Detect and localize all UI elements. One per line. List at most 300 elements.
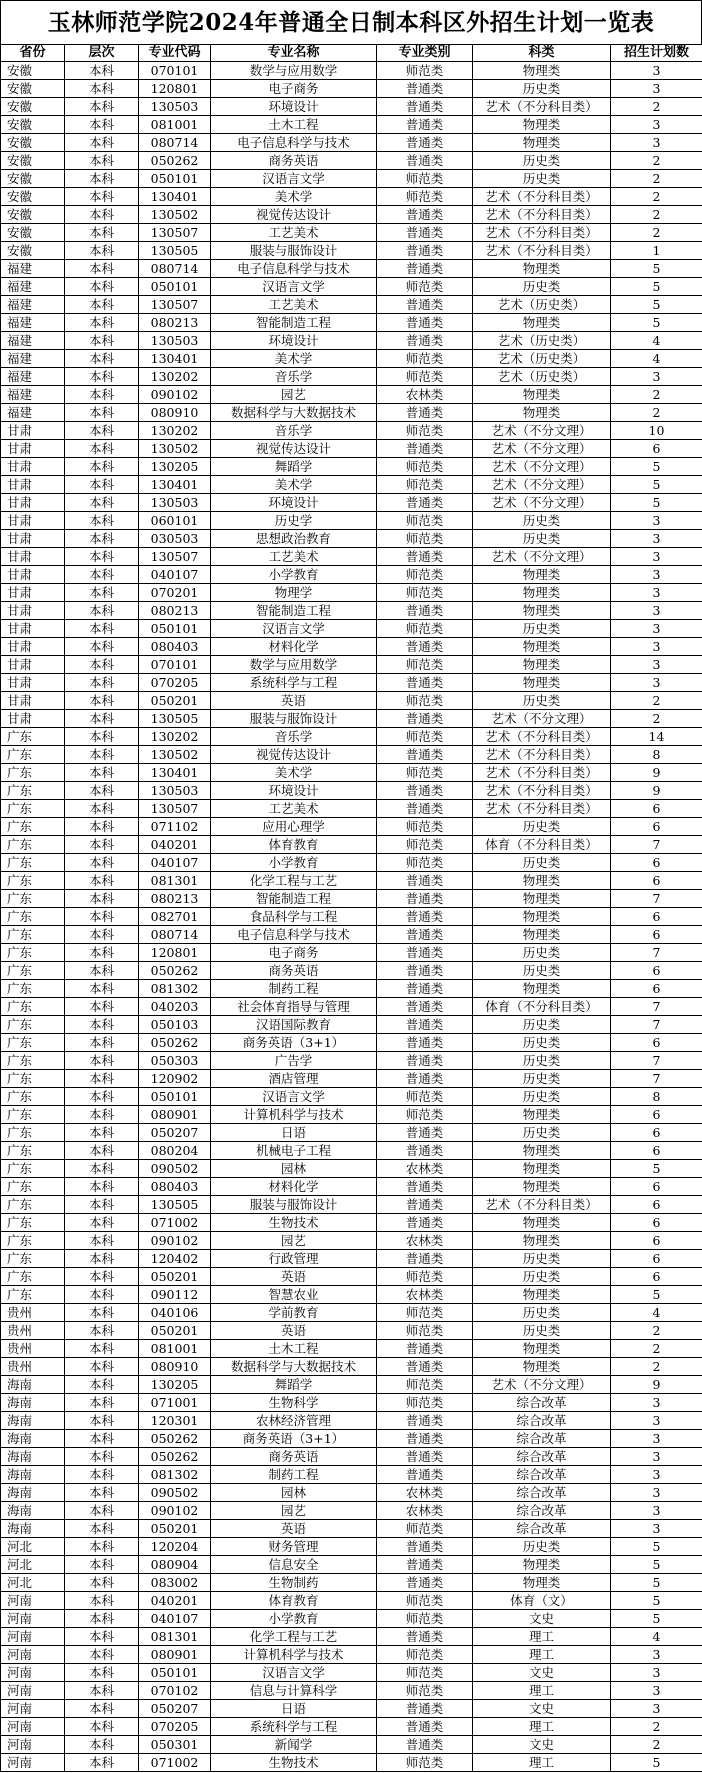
table-row [1, 1160, 702, 1178]
table-row [1, 80, 702, 98]
level-cell: 本科 [65, 422, 139, 440]
major-name-cell: 电子信息科学与技术 [211, 260, 377, 278]
subject-type-cell: 历史类 [473, 692, 611, 710]
major-code-cell: 130401 [139, 188, 211, 206]
subject-type-cell: 艺术（历史类） [473, 368, 611, 386]
major-name-cell: 电子商务 [211, 944, 377, 962]
major-category-cell: 师范类 [377, 368, 473, 386]
major-code-cell: 071002 [139, 1754, 211, 1772]
major-name-cell: 商务英语（3+1） [211, 1034, 377, 1052]
table-row [1, 1106, 702, 1124]
major-category-cell: 普通类 [377, 944, 473, 962]
table-row [1, 746, 702, 764]
major-name-cell: 汉语言文学 [211, 278, 377, 296]
major-name-cell: 视觉传达设计 [211, 440, 377, 458]
major-category-cell: 普通类 [377, 1430, 473, 1448]
province-cell: 广东 [1, 800, 65, 818]
plan-count-cell: 2 [611, 386, 702, 404]
major-category-cell: 普通类 [377, 926, 473, 944]
major-code-cell: 050201 [139, 1520, 211, 1538]
major-name-cell: 工艺美术 [211, 548, 377, 566]
province-cell: 广东 [1, 782, 65, 800]
major-name-cell: 商务英语 [211, 962, 377, 980]
major-code-cell: 040203 [139, 998, 211, 1016]
major-code-cell: 071102 [139, 818, 211, 836]
province-cell: 河南 [1, 1646, 65, 1664]
level-cell: 本科 [65, 980, 139, 998]
major-code-cell: 081302 [139, 1466, 211, 1484]
province-cell: 贵州 [1, 1304, 65, 1322]
subject-type-cell: 历史类 [473, 1052, 611, 1070]
plan-count-cell: 2 [611, 404, 702, 422]
major-name-cell: 电子信息科学与技术 [211, 926, 377, 944]
major-code-cell: 050101 [139, 170, 211, 188]
plan-count-cell: 7 [611, 836, 702, 854]
province-cell: 福建 [1, 296, 65, 314]
plan-count-cell: 3 [611, 80, 702, 98]
major-category-cell: 师范类 [377, 584, 473, 602]
major-category-cell: 师范类 [377, 1376, 473, 1394]
major-code-cell: 082701 [139, 908, 211, 926]
major-code-cell: 090502 [139, 1484, 211, 1502]
major-name-cell: 材料化学 [211, 1178, 377, 1196]
subject-type-cell: 物理类 [473, 1160, 611, 1178]
header-row [1, 45, 702, 62]
subject-type-cell: 艺术（不分文理） [473, 494, 611, 512]
plan-count-cell: 3 [611, 638, 702, 656]
table-row [1, 692, 702, 710]
level-cell: 本科 [65, 584, 139, 602]
province-cell: 甘肃 [1, 710, 65, 728]
major-category-cell: 师范类 [377, 278, 473, 296]
major-category-cell: 普通类 [377, 224, 473, 242]
level-cell: 本科 [65, 116, 139, 134]
level-cell: 本科 [65, 1736, 139, 1754]
province-cell: 广东 [1, 1070, 65, 1088]
province-cell: 广东 [1, 1088, 65, 1106]
major-code-cell: 071001 [139, 1394, 211, 1412]
major-category-cell: 普通类 [377, 1124, 473, 1142]
subject-type-cell: 历史类 [473, 944, 611, 962]
subject-type-cell: 物理类 [473, 1556, 611, 1574]
plan-count-cell: 2 [611, 170, 702, 188]
plan-count-cell: 4 [611, 332, 702, 350]
table-row [1, 908, 702, 926]
subject-type-cell: 历史类 [473, 620, 611, 638]
level-cell: 本科 [65, 224, 139, 242]
major-category-cell: 师范类 [377, 422, 473, 440]
table-row [1, 1196, 702, 1214]
province-cell: 甘肃 [1, 584, 65, 602]
table-row [1, 1466, 702, 1484]
major-code-cell: 050101 [139, 1088, 211, 1106]
province-cell: 海南 [1, 1484, 65, 1502]
subject-type-cell: 艺术（不分科目类） [473, 98, 611, 116]
table-row [1, 674, 702, 692]
province-cell: 河南 [1, 1736, 65, 1754]
major-name-cell: 商务英语 [211, 1448, 377, 1466]
major-name-cell: 汉语言文学 [211, 1664, 377, 1682]
table-row [1, 350, 702, 368]
major-name-cell: 数学与应用数学 [211, 656, 377, 674]
major-code-cell: 040107 [139, 854, 211, 872]
major-name-cell: 智慧农业 [211, 1286, 377, 1304]
province-cell: 广东 [1, 1268, 65, 1286]
plan-count-cell: 3 [611, 1502, 702, 1520]
major-name-cell: 小学教育 [211, 854, 377, 872]
table-row [1, 1754, 702, 1772]
major-category-cell: 普通类 [377, 1700, 473, 1718]
major-category-cell: 普通类 [377, 548, 473, 566]
subject-type-cell: 物理类 [473, 1232, 611, 1250]
major-code-cell: 130503 [139, 782, 211, 800]
table-row [1, 62, 702, 80]
major-category-cell: 师范类 [377, 1088, 473, 1106]
major-code-cell: 040107 [139, 1610, 211, 1628]
province-cell: 甘肃 [1, 602, 65, 620]
major-category-cell: 师范类 [377, 818, 473, 836]
major-name-cell: 音乐学 [211, 422, 377, 440]
level-cell: 本科 [65, 188, 139, 206]
subject-type-cell: 物理类 [473, 1286, 611, 1304]
header-subject-type: 科类 [473, 45, 611, 62]
level-cell: 本科 [65, 476, 139, 494]
major-category-cell: 普通类 [377, 1340, 473, 1358]
major-code-cell: 130507 [139, 296, 211, 314]
subject-type-cell: 物理类 [473, 404, 611, 422]
level-cell: 本科 [65, 1160, 139, 1178]
level-cell: 本科 [65, 170, 139, 188]
level-cell: 本科 [65, 1070, 139, 1088]
subject-type-cell: 历史类 [473, 152, 611, 170]
major-name-cell: 体育教育 [211, 836, 377, 854]
province-cell: 广东 [1, 962, 65, 980]
header-plan-count: 招生计划数 [611, 45, 702, 62]
major-name-cell: 思想政治教育 [211, 530, 377, 548]
plan-count-cell: 5 [611, 1538, 702, 1556]
major-category-cell: 普通类 [377, 1178, 473, 1196]
province-cell: 甘肃 [1, 566, 65, 584]
major-name-cell: 商务英语 [211, 152, 377, 170]
province-cell: 广东 [1, 1124, 65, 1142]
subject-type-cell: 物理类 [473, 1340, 611, 1358]
major-category-cell: 普通类 [377, 998, 473, 1016]
level-cell: 本科 [65, 818, 139, 836]
province-cell: 安徽 [1, 242, 65, 260]
major-name-cell: 视觉传达设计 [211, 746, 377, 764]
level-cell: 本科 [65, 152, 139, 170]
table-row [1, 890, 702, 908]
plan-count-cell: 6 [611, 1196, 702, 1214]
subject-type-cell: 历史类 [473, 1034, 611, 1052]
subject-type-cell: 物理类 [473, 908, 611, 926]
major-name-cell: 美术学 [211, 476, 377, 494]
subject-type-cell: 物理类 [473, 134, 611, 152]
level-cell: 本科 [65, 1304, 139, 1322]
level-cell: 本科 [65, 1682, 139, 1700]
major-code-cell: 090502 [139, 1160, 211, 1178]
subject-type-cell: 历史类 [473, 818, 611, 836]
subject-type-cell: 艺术（不分科目类） [473, 224, 611, 242]
level-cell: 本科 [65, 710, 139, 728]
major-name-cell: 酒店管理 [211, 1070, 377, 1088]
table-row [1, 1124, 702, 1142]
level-cell: 本科 [65, 944, 139, 962]
major-name-cell: 制药工程 [211, 1466, 377, 1484]
major-category-cell: 师范类 [377, 656, 473, 674]
level-cell: 本科 [65, 314, 139, 332]
subject-type-cell: 物理类 [473, 1214, 611, 1232]
level-cell: 本科 [65, 1754, 139, 1772]
major-category-cell: 普通类 [377, 1052, 473, 1070]
level-cell: 本科 [65, 512, 139, 530]
table-row [1, 1088, 702, 1106]
table-row [1, 926, 702, 944]
plan-count-cell: 5 [611, 278, 702, 296]
major-code-cell: 081301 [139, 872, 211, 890]
major-name-cell: 行政管理 [211, 1250, 377, 1268]
level-cell: 本科 [65, 1178, 139, 1196]
plan-count-cell: 3 [611, 1448, 702, 1466]
header-major-name: 专业名称 [211, 45, 377, 62]
major-name-cell: 数学与应用数学 [211, 62, 377, 80]
major-code-cell: 130503 [139, 98, 211, 116]
province-cell: 广东 [1, 1160, 65, 1178]
level-cell: 本科 [65, 1250, 139, 1268]
major-code-cell: 081001 [139, 116, 211, 134]
major-category-cell: 师范类 [377, 1664, 473, 1682]
major-name-cell: 服装与服饰设计 [211, 1196, 377, 1214]
level-cell: 本科 [65, 350, 139, 368]
plan-count-cell: 3 [611, 62, 702, 80]
province-cell: 广东 [1, 1196, 65, 1214]
province-cell: 广东 [1, 836, 65, 854]
subject-type-cell: 文史 [473, 1610, 611, 1628]
subject-type-cell: 历史类 [473, 278, 611, 296]
table-row [1, 1682, 702, 1700]
major-category-cell: 普通类 [377, 980, 473, 998]
level-cell: 本科 [65, 1700, 139, 1718]
subject-type-cell: 物理类 [473, 566, 611, 584]
major-name-cell: 电子商务 [211, 80, 377, 98]
table-row [1, 1718, 702, 1736]
subject-type-cell: 物理类 [473, 980, 611, 998]
major-code-cell: 070101 [139, 656, 211, 674]
major-code-cell: 130503 [139, 332, 211, 350]
table-row [1, 1376, 702, 1394]
major-category-cell: 师范类 [377, 1304, 473, 1322]
table-row [1, 1502, 702, 1520]
plan-count-cell: 3 [611, 566, 702, 584]
major-code-cell: 120301 [139, 1412, 211, 1430]
plan-count-cell: 2 [611, 152, 702, 170]
level-cell: 本科 [65, 98, 139, 116]
plan-count-cell: 6 [611, 1178, 702, 1196]
subject-type-cell: 理工 [473, 1682, 611, 1700]
major-category-cell: 师范类 [377, 836, 473, 854]
subject-type-cell: 历史类 [473, 854, 611, 872]
major-code-cell: 040107 [139, 566, 211, 584]
table-row [1, 1736, 702, 1754]
major-category-cell: 普通类 [377, 80, 473, 98]
province-cell: 安徽 [1, 98, 65, 116]
subject-type-cell: 艺术（不分文理） [473, 476, 611, 494]
major-category-cell: 普通类 [377, 602, 473, 620]
major-name-cell: 信息与计算科学 [211, 1682, 377, 1700]
major-name-cell: 园林 [211, 1160, 377, 1178]
major-name-cell: 服装与服饰设计 [211, 242, 377, 260]
major-category-cell: 普通类 [377, 1016, 473, 1034]
major-category-cell: 普通类 [377, 1358, 473, 1376]
province-cell: 广东 [1, 1250, 65, 1268]
table-row [1, 1178, 702, 1196]
major-category-cell: 普通类 [377, 134, 473, 152]
table-row [1, 1322, 702, 1340]
plan-count-cell: 5 [611, 458, 702, 476]
major-code-cell: 130502 [139, 746, 211, 764]
major-category-cell: 普通类 [377, 1628, 473, 1646]
subject-type-cell: 历史类 [473, 1538, 611, 1556]
province-cell: 广东 [1, 980, 65, 998]
table-row [1, 1232, 702, 1250]
major-code-cell: 070201 [139, 584, 211, 602]
subject-type-cell: 艺术（不分科目类） [473, 728, 611, 746]
plan-count-cell: 3 [611, 584, 702, 602]
plan-count-cell: 2 [611, 98, 702, 116]
major-category-cell: 普通类 [377, 638, 473, 656]
major-code-cell: 080910 [139, 1358, 211, 1376]
plan-count-cell: 3 [611, 602, 702, 620]
plan-count-cell: 6 [611, 800, 702, 818]
major-category-cell: 师范类 [377, 1682, 473, 1700]
major-name-cell: 园艺 [211, 1502, 377, 1520]
level-cell: 本科 [65, 242, 139, 260]
major-category-cell: 师范类 [377, 530, 473, 548]
table-row [1, 332, 702, 350]
major-category-cell: 师范类 [377, 566, 473, 584]
major-category-cell: 师范类 [377, 764, 473, 782]
major-name-cell: 美术学 [211, 188, 377, 206]
major-name-cell: 小学教育 [211, 566, 377, 584]
major-name-cell: 舞蹈学 [211, 1376, 377, 1394]
level-cell: 本科 [65, 1448, 139, 1466]
subject-type-cell: 艺术（不分文理） [473, 548, 611, 566]
major-code-cell: 080213 [139, 602, 211, 620]
province-cell: 广东 [1, 1016, 65, 1034]
table-row [1, 1034, 702, 1052]
subject-type-cell: 物理类 [473, 890, 611, 908]
table-row [1, 278, 702, 296]
province-cell: 广东 [1, 1106, 65, 1124]
plan-count-cell: 3 [611, 1682, 702, 1700]
plan-count-cell: 3 [611, 1646, 702, 1664]
plan-count-cell: 2 [611, 710, 702, 728]
major-code-cell: 070205 [139, 1718, 211, 1736]
major-name-cell: 化学工程与工艺 [211, 872, 377, 890]
province-cell: 安徽 [1, 80, 65, 98]
subject-type-cell: 历史类 [473, 512, 611, 530]
province-cell: 河南 [1, 1592, 65, 1610]
table-row [1, 1304, 702, 1322]
level-cell: 本科 [65, 1286, 139, 1304]
major-code-cell: 130205 [139, 458, 211, 476]
plan-count-cell: 4 [611, 1628, 702, 1646]
province-cell: 甘肃 [1, 476, 65, 494]
table-row [1, 1412, 702, 1430]
major-code-cell: 130401 [139, 476, 211, 494]
subject-type-cell: 历史类 [473, 1016, 611, 1034]
major-name-cell: 体育教育 [211, 1592, 377, 1610]
major-code-cell: 130401 [139, 350, 211, 368]
major-code-cell: 080403 [139, 638, 211, 656]
major-code-cell: 050101 [139, 620, 211, 638]
table-row [1, 368, 702, 386]
plan-count-cell: 2 [611, 1736, 702, 1754]
plan-count-cell: 6 [611, 1124, 702, 1142]
plan-count-cell: 6 [611, 980, 702, 998]
subject-type-cell: 文史 [473, 1736, 611, 1754]
major-category-cell: 师范类 [377, 728, 473, 746]
province-cell: 广东 [1, 908, 65, 926]
major-code-cell: 050262 [139, 962, 211, 980]
major-name-cell: 系统科学与工程 [211, 1718, 377, 1736]
major-category-cell: 师范类 [377, 458, 473, 476]
major-name-cell: 汉语国际教育 [211, 1016, 377, 1034]
major-category-cell: 普通类 [377, 872, 473, 890]
plan-count-cell: 3 [611, 1394, 702, 1412]
province-cell: 广东 [1, 890, 65, 908]
major-code-cell: 080714 [139, 134, 211, 152]
major-name-cell: 环境设计 [211, 98, 377, 116]
major-name-cell: 环境设计 [211, 332, 377, 350]
subject-type-cell: 物理类 [473, 260, 611, 278]
major-name-cell: 园艺 [211, 386, 377, 404]
province-cell: 海南 [1, 1502, 65, 1520]
major-code-cell: 080403 [139, 1178, 211, 1196]
major-code-cell: 050201 [139, 692, 211, 710]
major-code-cell: 081302 [139, 980, 211, 998]
table-row [1, 1700, 702, 1718]
province-cell: 广东 [1, 854, 65, 872]
table-row [1, 458, 702, 476]
subject-type-cell: 历史类 [473, 530, 611, 548]
subject-type-cell: 艺术（不分文理） [473, 458, 611, 476]
major-code-cell: 050301 [139, 1736, 211, 1754]
table-row [1, 206, 702, 224]
major-category-cell: 普通类 [377, 1142, 473, 1160]
subject-type-cell: 艺术（历史类） [473, 296, 611, 314]
subject-type-cell: 物理类 [473, 602, 611, 620]
level-cell: 本科 [65, 1574, 139, 1592]
level-cell: 本科 [65, 656, 139, 674]
subject-type-cell: 艺术（不分科目类） [473, 188, 611, 206]
province-cell: 广东 [1, 764, 65, 782]
major-name-cell: 土木工程 [211, 116, 377, 134]
plan-count-cell: 5 [611, 1556, 702, 1574]
province-cell: 福建 [1, 314, 65, 332]
major-category-cell: 普通类 [377, 440, 473, 458]
province-cell: 河北 [1, 1556, 65, 1574]
subject-type-cell: 理工 [473, 1646, 611, 1664]
table-row [1, 242, 702, 260]
major-name-cell: 环境设计 [211, 494, 377, 512]
table-row [1, 296, 702, 314]
major-category-cell: 普通类 [377, 1556, 473, 1574]
province-cell: 贵州 [1, 1322, 65, 1340]
province-cell: 甘肃 [1, 692, 65, 710]
province-cell: 甘肃 [1, 530, 65, 548]
subject-type-cell: 物理类 [473, 638, 611, 656]
